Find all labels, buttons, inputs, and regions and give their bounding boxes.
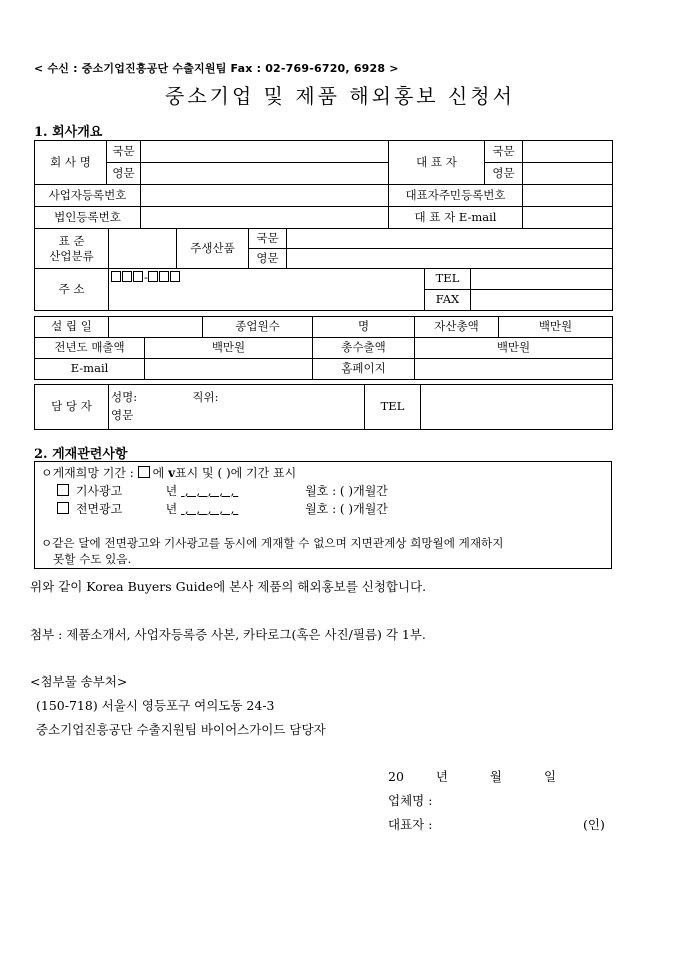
founded-label: 설 립 일 (35, 317, 109, 338)
company-info-table-1 (34, 140, 613, 229)
employees-label: 종업원수 (203, 317, 313, 338)
publication-box (34, 461, 612, 569)
company-name-korean-field[interactable] (141, 141, 389, 163)
zip-box (159, 271, 169, 282)
ceo-label: 대 표 자 (389, 141, 485, 185)
note-line-2: 못할 수도 있음. (53, 552, 132, 566)
company-name-label: 회 사 명 (35, 141, 107, 185)
address-field[interactable] (109, 269, 425, 311)
total-exports-unit: 백만원 (415, 338, 613, 359)
ceo-email-field[interactable] (523, 207, 613, 229)
seal-mark: (인) (583, 817, 605, 832)
ceo-sign-label: 대표자 : (388, 817, 433, 832)
zip-box (148, 271, 158, 282)
main-product-english-field[interactable] (287, 249, 613, 269)
fullpage-ad-label: 전면광고 (75, 502, 123, 516)
contact-table (34, 384, 613, 430)
business-reg-label: 사업자등록번호 (35, 185, 141, 207)
application-statement: 위와 같이 Korea Buyers Guide에 본사 제품의 해외홍보를 신청합니다. (30, 579, 427, 594)
article-ad-checkbox[interactable] (57, 484, 69, 496)
fax-field[interactable] (471, 290, 613, 311)
ceo-korean-field[interactable] (523, 141, 613, 163)
name-label: 성명: (111, 390, 138, 405)
check-mark-icon: v (168, 466, 176, 480)
main-product-label: 주생산품 (177, 229, 249, 269)
industry-table (34, 228, 613, 269)
section2-title: 2. 게재관련사항 (34, 447, 128, 462)
english-name-label: 영문 (111, 408, 134, 422)
homepage-field[interactable] (415, 359, 613, 380)
total-assets-unit: 백만원 (499, 317, 613, 338)
zip-dash: - (144, 270, 148, 284)
main-product-korean-field[interactable] (287, 229, 613, 249)
korean-label: 국문 (249, 229, 287, 249)
contact-tel-field[interactable] (421, 385, 613, 430)
note-line-1: ㅇ같은 달에 전면광고와 기사광고를 동시에 게재할 수 없으며 지면관계상 희망월에 게재하지 (41, 536, 504, 550)
period-line: ㅇ게재희망 기간 : 에 v표시 및 ( )에 기간 표시 (41, 466, 297, 480)
page-title: 중소기업 및 제품 해외홍보 신청서 (165, 84, 515, 108)
tel-label: TEL (425, 269, 471, 290)
fullpage-ad-dates[interactable]: , , , , , (181, 502, 239, 516)
zip-box (111, 271, 121, 282)
contact-tel-label: TEL (365, 385, 421, 430)
industry-class-label: 표 준 산업분류 (35, 229, 109, 269)
business-reg-field[interactable] (141, 185, 389, 207)
corp-reg-field[interactable] (141, 207, 389, 229)
article-ad-dates[interactable]: , , , , , (181, 484, 239, 498)
korean-label: 국문 (107, 141, 141, 163)
ceo-email-label: 대 표 자 E-mail (389, 207, 523, 229)
fullpage-ad-checkbox[interactable] (57, 502, 69, 514)
contact-name-field[interactable] (109, 385, 365, 430)
zip-box (170, 271, 180, 282)
zip-box (133, 271, 143, 282)
founded-field[interactable] (109, 317, 203, 338)
address-table (34, 268, 613, 311)
receiver-line: < 수신 : 중소기업진흥공단 수출지원팀 Fax : 02-769-6720, 6928 > (34, 62, 399, 75)
contact-person-label: 담 당 자 (35, 385, 109, 430)
prev-sales-unit: 백만원 (145, 338, 313, 359)
attachment-line: 첨부 : 제품소개서, 사업자등록증 사본, 카타로그(혹은 사진/필름) 각 1부. (30, 627, 426, 642)
send-to-address: (150-718) 서울시 영등포구 여의도동 24-3 (36, 698, 275, 713)
ceo-resident-field[interactable] (523, 185, 613, 207)
homepage-label: 홈페이지 (313, 359, 415, 380)
industry-class-field[interactable] (109, 229, 177, 269)
article-ad-label: 기사광고 (75, 484, 123, 498)
english-label: 영문 (107, 163, 141, 185)
ceo-english-field[interactable] (523, 163, 613, 185)
fullpage-ad-row: 전면광고 년 , , , , , 월호 : ( )개월간 (57, 500, 388, 517)
company-sign-label: 업체명 : (388, 793, 433, 808)
position-label: 직위: (192, 390, 219, 405)
total-assets-label: 자산총액 (415, 317, 499, 338)
checkbox-sample (138, 466, 150, 478)
english-label: 영문 (485, 163, 523, 185)
corp-reg-label: 법인등록번호 (35, 207, 141, 229)
article-ad-row: 기사광고 년 , , , , , 월호 : ( )개월간 (57, 482, 388, 499)
korean-label: 국문 (485, 141, 523, 163)
send-to-heading: <첨부물 송부처> (30, 674, 128, 689)
tel-field[interactable] (471, 269, 613, 290)
company-name-english-field[interactable] (141, 163, 389, 185)
date-line: 20 년 월 일 (388, 769, 557, 784)
zip-box (122, 271, 132, 282)
address-label: 주 소 (35, 269, 109, 311)
english-label: 영문 (249, 249, 287, 269)
prev-sales-label: 전년도 매출액 (35, 338, 145, 359)
email-field[interactable] (145, 359, 313, 380)
company-stats-table (34, 316, 613, 380)
fax-label: FAX (425, 290, 471, 311)
section1-title: 1. 회사개요 (34, 125, 103, 140)
email-label: E-mail (35, 359, 145, 380)
employees-unit: 명 (313, 317, 415, 338)
send-to-dept: 중소기업진흥공단 수출지원팀 바이어스가이드 담당자 (36, 722, 326, 737)
ceo-resident-label: 대표자주민등록번호 (389, 185, 523, 207)
total-exports-label: 총수출액 (313, 338, 415, 359)
